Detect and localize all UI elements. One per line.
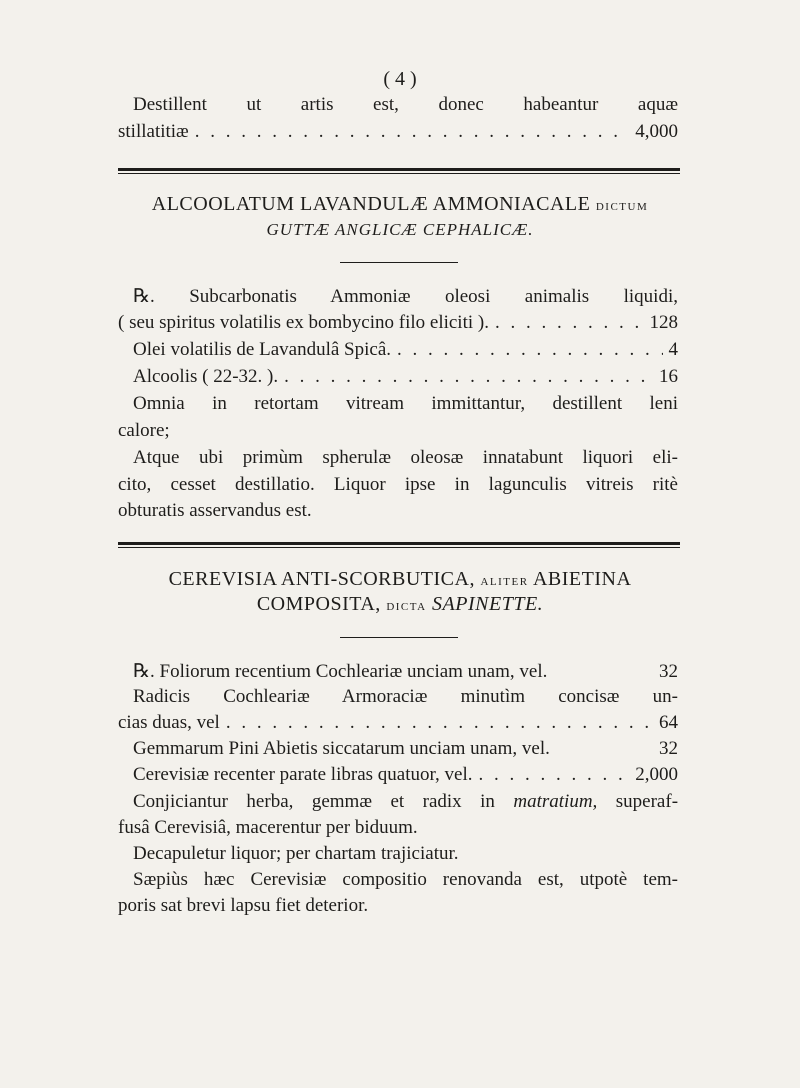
recipe-2-line-5 <box>133 764 678 786</box>
recipe-1-line-3 <box>133 339 678 361</box>
recipe-1-line-2-value: 128 <box>649 312 678 333</box>
recipe-2-title-line-2 <box>0 593 800 616</box>
recipe-2-title-main: CEREVISIA ANTI-SCORBUTICA, <box>168 568 475 590</box>
intro-line-2-value: 4,000 <box>635 121 678 142</box>
recipe-1-subtitle: GUTTÆ ANGLICÆ CEPHALICÆ. <box>266 220 534 239</box>
short-rule <box>340 262 458 263</box>
recipe-2-title-end: ABIETINA <box>532 568 632 590</box>
recipe-1-line-6: calore; <box>118 420 170 441</box>
recipe-2-line-7: fusâ Cerevisiâ, macerentur per biduum. <box>118 817 418 838</box>
recipe-1-line-2-text: ( seu spiritus volatilis ex bombycino filo eliciti ). <box>118 312 489 333</box>
recipe-2-line-6-before: Conjiciantur herba, gemmæ et radix in <box>133 791 495 812</box>
recipe-2-line-5-value: 2,000 <box>635 764 678 785</box>
recipe-1-title-main: ALCOOLATUM LAVANDULÆ AMMONIACALE <box>151 193 591 215</box>
recipe-2-title2-italic: SAPINETTE. <box>432 593 544 615</box>
dot-leader <box>495 312 644 334</box>
recipe-1-line-3-text: Olei volatilis de Lavandulâ Spicâ. <box>133 339 392 360</box>
recipe-2-line-6 <box>133 791 678 813</box>
recipe-2-line-5-text: Cerevisiæ recenter parate libras quatuor, vel. <box>133 764 473 785</box>
recipe-1-line-4-value: 16 <box>659 366 678 387</box>
recipe-1-line-4-text: Alcoolis ( 22-32. ). <box>133 366 279 387</box>
dot-leader <box>397 339 662 361</box>
intro-line-2 <box>118 121 678 143</box>
dot-leader <box>284 366 653 388</box>
recipe-2-line-2: Radicis Cochleariæ Armoraciæ minutìm concisæ un- <box>133 686 678 707</box>
recipe-2-title2-small: DICTA <box>386 601 427 613</box>
recipe-2-line-4 <box>133 738 678 760</box>
recipe-2-line-3-text: cias duas, vel <box>118 712 220 733</box>
dot-leader <box>226 712 653 734</box>
recipe-1-line-8: cito, cesset destillatio. Liquor ipse in lagunculis vitreis ritè <box>118 474 678 495</box>
recipe-2-title-small: ALITER <box>480 576 529 588</box>
recipe-2-line-10: poris sat brevi lapsu fiet deterior. <box>118 895 369 916</box>
dot-leader <box>195 121 630 143</box>
recipe-2-line-4-value: 32 <box>659 738 678 759</box>
section-rule <box>118 542 680 548</box>
recipe-2-line-1-text: ℞. Foliorum recentium Cochleariæ unciam unam, vel. <box>133 661 548 682</box>
intro-line-2-text: stillatitiæ <box>118 121 189 142</box>
recipe-2-title2-main: COMPOSITA, <box>256 593 381 615</box>
recipe-2-line-1-value: 32 <box>659 661 678 682</box>
recipe-1-line-1: ℞. Subcarbonatis Ammoniæ oleosi animalis liquidi, <box>133 286 678 307</box>
recipe-2-line-3 <box>118 712 678 734</box>
recipe-1-line-3-value: 4 <box>668 339 678 360</box>
recipe-2-line-6-italic: matratium, <box>513 791 598 812</box>
page-number: ( 4 ) <box>383 68 417 90</box>
recipe-1-line-2 <box>118 312 678 334</box>
recipe-1-title <box>0 193 800 216</box>
recipe-2-title-line-1 <box>0 568 800 591</box>
recipe-1-line-7: Atque ubi primùm spherulæ oleosæ innatabunt liquori eli- <box>133 447 678 468</box>
recipe-2-line-8: Decapuletur liquor; per chartam trajiciatur. <box>133 843 459 864</box>
recipe-2-line-3-value: 64 <box>659 712 678 733</box>
section-rule <box>118 168 680 174</box>
dot-leader <box>479 764 630 786</box>
recipe-1-line-5: Omnia in retortam vitream immittantur, destillent leni <box>133 393 678 414</box>
recipe-2-line-4-text: Gemmarum Pini Abietis siccatarum unciam unam, vel. <box>133 738 550 759</box>
recipe-2-line-1 <box>133 660 678 683</box>
recipe-1-line-9: obturatis asservandus est. <box>118 500 312 521</box>
recipe-2-line-6-after: superaf- <box>615 791 679 812</box>
recipe-1-title-small: DICTUM <box>595 201 649 213</box>
intro-line-1: Destillent ut artis est, donec habeantur aquæ <box>133 94 678 115</box>
short-rule <box>340 637 458 638</box>
recipe-2-line-9: Sæpiùs hæc Cerevisiæ compositio renovanda est, utpotè tem- <box>133 869 678 890</box>
recipe-1-line-4 <box>133 366 678 388</box>
